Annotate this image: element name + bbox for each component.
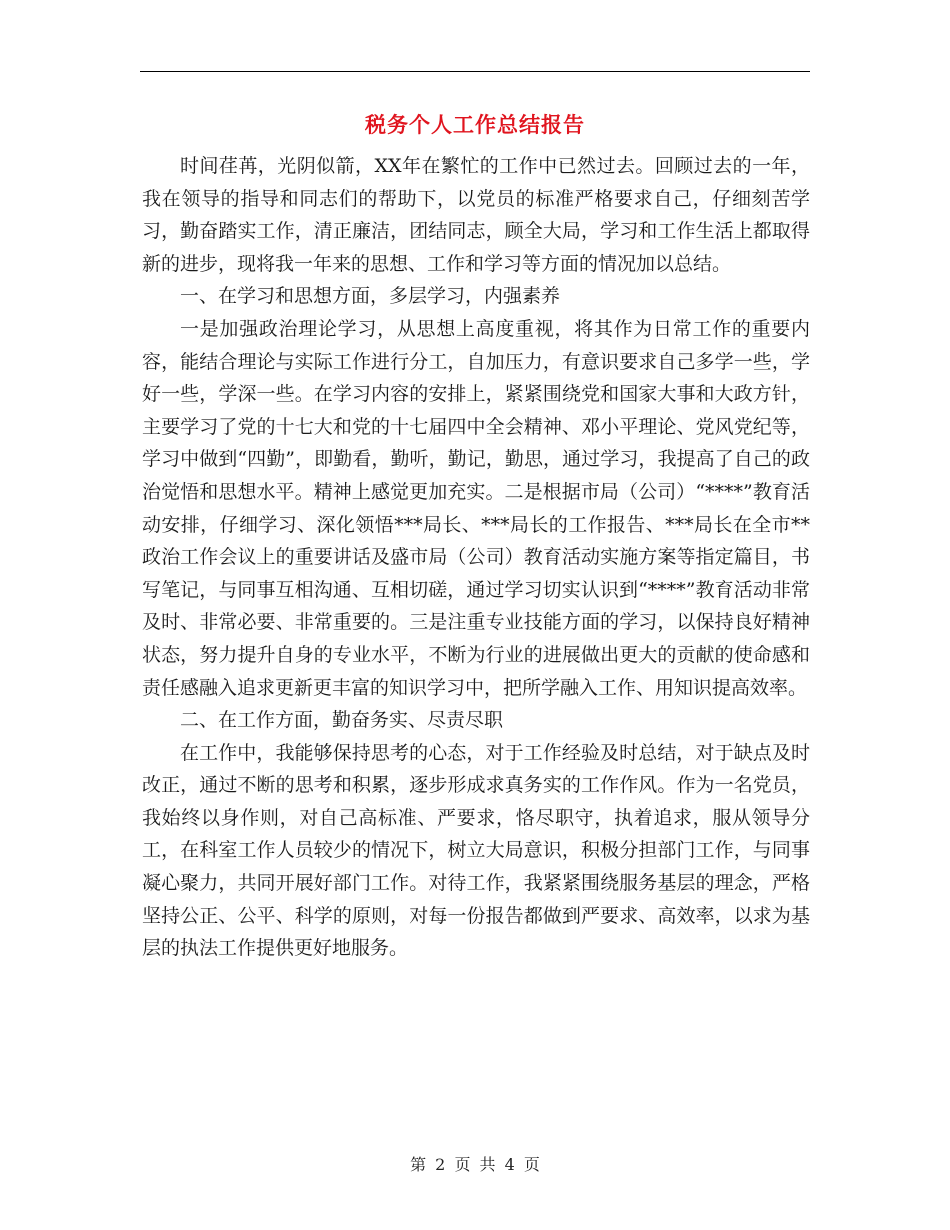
header-rule (140, 71, 810, 72)
intro-paragraph: 时间荏苒，光阴似箭，XX年在繁忙的工作中已然过去。回顾过去的一年，我在领导的指导和同志们的帮助下，以党员的标准严格要求自己，仔细刻苦学习，勤奋踏实工作，清正廉洁，团结同志，顾全大局，学习和工作生活上都取得新的进步，现将我一年来的思想、工作和学习等方面的情况加以总结。 (142, 155, 810, 275)
document-body (142, 150, 810, 965)
section-2-paragraph: 在工作中，我能够保持思考的心态，对于工作经验及时总结，对于缺点及时改正，通过不断的思考和积累，逐步形成求真务实的工作作风。作为一名党员，我始终以身作则，对自己高标准、严要求，恪尽职守，执着追求，服从领导分工，在科室工作人员较少的情况下，树立大局意识，积极分担部门工作，与同事凝心聚力，共同开展好部门工作。对待工作，我紧紧围绕服务基层的理念，严格坚持公正、公平、科学的原则，对每一份报告都做到严要求、高效率，以求为基层的执法工作提供更好地服务。 (142, 741, 810, 960)
section-heading-1: 一、在学习和思想方面，多层学习，内强素养 (180, 285, 561, 308)
page-footer: 第 2 页 共 4 页 (410, 1155, 540, 1174)
section-1-paragraph: 一是加强政治理论学习，从思想上高度重视，将其作为日常工作的重要内容，能结合理论与实际工作进行分工，自加压力，有意识要求自己多学一些，学好一些，学深一些。在学习内容的安排上，紧紧围绕党和国家大事和大政方针，主要学习了党的十七大和党的十七届四中全会精神、邓小平理论、党风党纪等，学习中做到“四勤”，即勤看，勤听，勤记，勤思，通过学习，我提高了自己的政治觉悟和思想水平。精神上感觉更加充实。二是根据市局（公司）“****”教育活动安排，仔细学习、深化领悟***局长、***局长的工作报告、***局长在全市**政治工作会议上的重要讲话及盛市局（公司）教育活动实施方案等指定篇目，书写笔记，与同事互相沟通、互相切磋，通过学习切实认识到“****”教育活动非常及时、非常必要、非常重要的。三是注重专业技能方面的学习，以保持良好精神状态，努力提升自身的专业水平，不断为行业的进展做出更大的贡献的使命感和责任感融入追求更新更丰富的知识学习中，把所学融入工作、用知识提高效率。 (142, 317, 810, 699)
section-heading-2: 二、在工作方面，勤奋务实、尽责尽职 (180, 709, 504, 732)
document-title: 税务个人工作总结报告 (365, 112, 585, 137)
